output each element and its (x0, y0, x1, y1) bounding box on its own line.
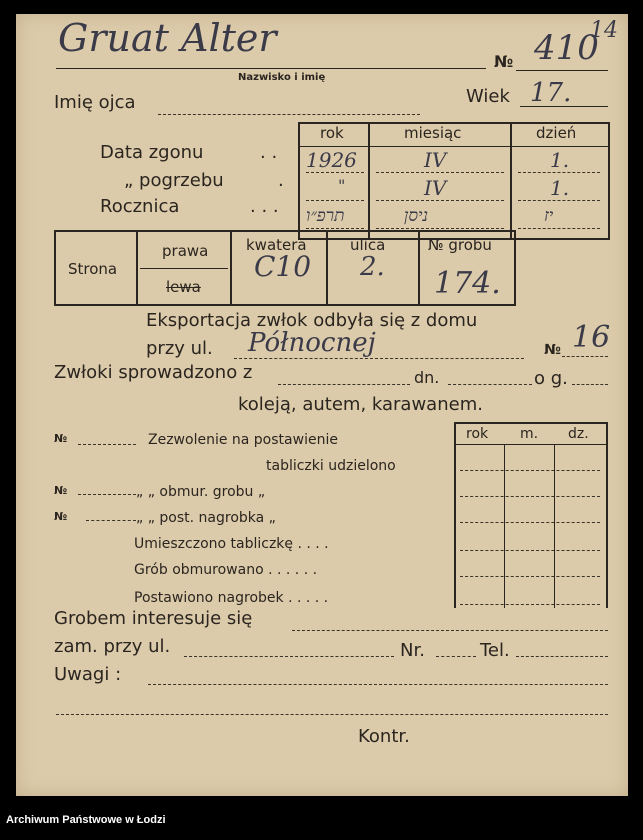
tel-label: Tel. (480, 640, 510, 661)
side-label: Strona (68, 260, 118, 278)
hour-label: o g. (534, 368, 568, 389)
death-date-label: Data zgonu (100, 142, 204, 163)
quarter-value: C10 (254, 250, 312, 283)
interest-label: Grobem interesuje się (54, 608, 253, 629)
death-year: 1926 (306, 148, 357, 172)
permits-header-month: m. (520, 426, 539, 442)
name-label: Nazwisko i imię (238, 72, 326, 83)
father-line (158, 114, 420, 115)
anniversary-day: יז (544, 206, 554, 226)
day-label: dn. (414, 368, 440, 387)
export-street-label: przy ul. (146, 338, 213, 359)
funeral-date-label: „ pogrzebu (124, 170, 224, 191)
side-right-label: prawa (162, 242, 209, 260)
death-day: 1. (550, 148, 570, 172)
anniversary-year: תרפ״ו (306, 206, 345, 226)
age-line (520, 106, 608, 107)
number-superscript: 14 (590, 18, 618, 43)
permits-table (454, 422, 608, 608)
name-value: Gruat Alter (58, 16, 277, 60)
permit-text: „ „ obmur. grobu „ (136, 484, 266, 500)
dates-header-month: miesiąc (404, 124, 462, 142)
export-number-label: № (544, 342, 561, 358)
archive-footer: Archiwum Państwowe w Łodzi (6, 814, 166, 826)
death-month: IV (424, 148, 447, 172)
father-label: Imię ojca (54, 92, 136, 113)
index-card (16, 14, 628, 796)
transport-options: koleją, autem, karawanem. (238, 394, 483, 415)
address-label: zam. przy ul. (54, 636, 171, 657)
street-value: 2. (360, 252, 385, 282)
dots: . . . (250, 196, 279, 217)
permits-header-year: rok (466, 426, 489, 442)
anniversary-month: ניסן (404, 206, 428, 226)
quarter-label: kwatera (246, 236, 307, 254)
export-street-value: Północnej (248, 328, 376, 358)
permit-text: „ „ post. nagrobka „ (136, 510, 276, 526)
permit-text: tabliczki udzielono (266, 458, 396, 474)
number-line (516, 70, 608, 71)
age-value: 17. (530, 78, 572, 108)
tombstone-placed: Postawiono nagrobek . . . . . (134, 590, 329, 606)
dots: . . (260, 142, 278, 163)
permit-number-label: № (54, 432, 68, 445)
age-label: Wiek (466, 86, 510, 107)
side-left-label: lewa (166, 278, 201, 296)
funeral-year: " (338, 176, 346, 195)
name-line (56, 68, 486, 69)
anniversary-label: Rocznica (100, 196, 180, 217)
grave-walled: Grób obmurowano . . . . . . (134, 562, 318, 578)
permit-number-label: № (54, 484, 68, 497)
street-label: ulica (350, 236, 386, 254)
number-label: № (494, 52, 514, 71)
number-value: 410 (534, 28, 599, 68)
funeral-day: 1. (550, 176, 570, 200)
dates-header-year: rok (320, 124, 344, 142)
nr-label: Nr. (400, 640, 425, 661)
brought-label: Zwłoki sprowadzono z (54, 362, 253, 383)
permit-text: Zezwolenie na postawienie (148, 432, 338, 448)
permits-header-day: dz. (568, 426, 589, 442)
dates-header-day: dzień (536, 124, 577, 142)
placed-tablet: Umieszczono tabliczkę . . . . (134, 536, 329, 552)
export-number-value: 16 (572, 320, 611, 355)
grave-number-value: 174. (434, 266, 501, 301)
control-label: Kontr. (358, 726, 410, 747)
funeral-month: IV (424, 176, 447, 200)
grave-number-label: № grobu (428, 236, 492, 254)
notes-label: Uwagi : (54, 664, 122, 685)
export-label: Eksportacja zwłok odbyła się z domu (146, 310, 478, 331)
dots: . (278, 170, 284, 191)
permit-number-label: № (54, 510, 68, 523)
